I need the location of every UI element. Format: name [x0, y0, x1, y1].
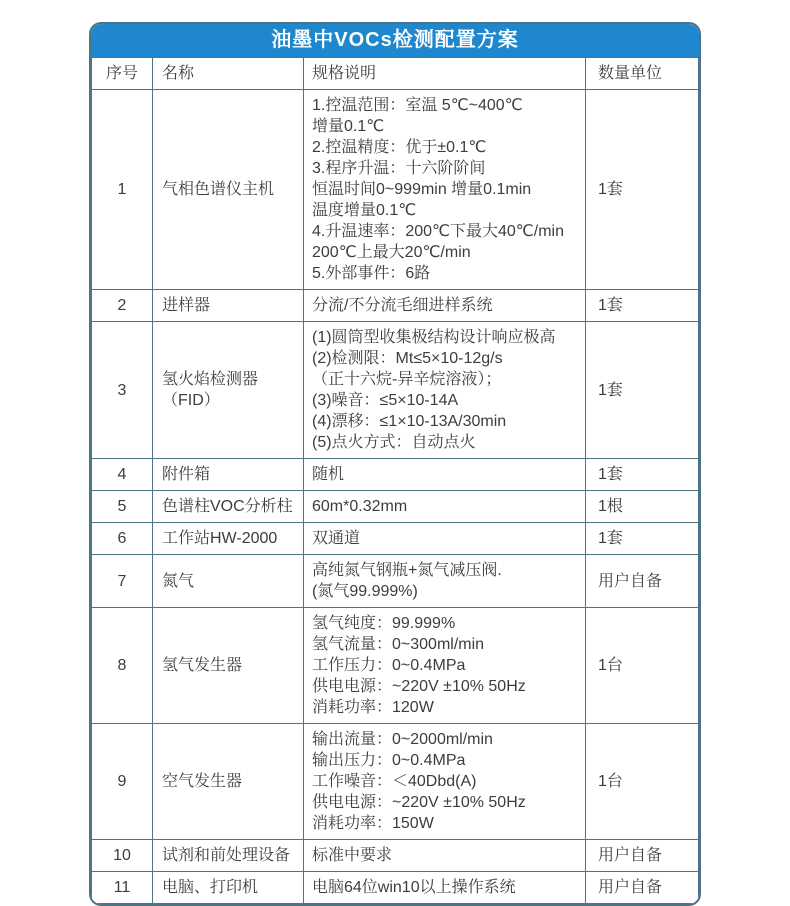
row-qty-cell: 1台 — [586, 724, 699, 840]
row-qty-cell: 用户自备 — [586, 872, 699, 904]
table-row — [92, 290, 699, 322]
row-number-cell: 1 — [92, 90, 153, 290]
row-qty-cell: 1套 — [586, 322, 699, 459]
row-number-cell: 10 — [92, 840, 153, 872]
row-spec-cell — [304, 872, 586, 904]
spec-line: 氢气流量：0~300ml/min — [312, 636, 485, 653]
spec-line: (2)检测限：Mt≤5×10-12g/s — [312, 350, 503, 367]
row-name-cell: 气相色谱仪主机 — [153, 90, 304, 290]
table-row — [92, 724, 699, 840]
spec-line: 工作压力：0~0.4MPa — [312, 657, 466, 674]
spec-line: 200℃上最大20℃/min — [312, 244, 471, 261]
spec-line: 随机 — [312, 466, 345, 483]
table-row — [92, 459, 699, 491]
row-number-cell: 8 — [92, 608, 153, 724]
spec-line: 供电电源：~220V ±10% 50Hz — [312, 678, 526, 695]
row-number-cell: 2 — [92, 290, 153, 322]
spec-table — [91, 57, 699, 904]
spec-line: 4.升温速率：200℃下最大40℃/min — [312, 223, 565, 240]
spec-line: 5.外部事件：6路 — [312, 265, 431, 282]
spec-line: 标准中要求 — [312, 847, 393, 864]
table-row — [92, 491, 699, 523]
row-spec-cell — [304, 724, 586, 840]
table-title: 油墨中VOCs检测配置方案 — [91, 24, 699, 57]
column-header-no: 序号 — [92, 58, 153, 90]
row-name-cell: 氮气 — [153, 555, 304, 608]
row-qty-cell: 1套 — [586, 90, 699, 290]
spec-line: (5)点火方式：自动点火 — [312, 434, 476, 451]
row-qty-cell: 1套 — [586, 459, 699, 491]
spec-line: 1.控温范围：室温 5℃~400℃ — [312, 97, 523, 114]
spec-table-body — [92, 90, 699, 904]
spec-line: (3)噪音：≤5×10-14A — [312, 392, 459, 409]
row-number-cell: 3 — [92, 322, 153, 459]
row-spec-cell — [304, 322, 586, 459]
spec-line: (4)漂移：≤1×10-13A/30min — [312, 413, 507, 430]
spec-line: (氮气99.999%) — [312, 583, 418, 600]
row-name-cell: 色谱柱VOC分析柱 — [153, 491, 304, 523]
spec-line: 分流/不分流毛细进样系统 — [312, 297, 493, 314]
table-row — [92, 555, 699, 608]
row-qty-cell: 1台 — [586, 608, 699, 724]
row-number-cell: 4 — [92, 459, 153, 491]
column-header-name: 名称 — [153, 58, 304, 90]
spec-line: 3.程序升温：十六阶阶间 — [312, 160, 486, 177]
spec-line: (1)圆筒型收集极结构设计响应极高 — [312, 329, 556, 346]
spec-line: 氢气纯度：99.999% — [312, 615, 456, 632]
row-spec-cell — [304, 840, 586, 872]
row-spec-cell — [304, 290, 586, 322]
table-row — [92, 322, 699, 459]
table-row — [92, 608, 699, 724]
spec-table-panel — [89, 22, 701, 906]
row-name-cell: 附件箱 — [153, 459, 304, 491]
row-number-cell: 11 — [92, 872, 153, 904]
table-row — [92, 523, 699, 555]
row-name-cell: 进样器 — [153, 290, 304, 322]
row-spec-cell — [304, 523, 586, 555]
spec-line: 输出压力：0~0.4MPa — [312, 752, 466, 769]
spec-line: 2.控温精度：优于±0.1℃ — [312, 139, 487, 156]
row-qty-cell: 用户自备 — [586, 555, 699, 608]
table-row — [92, 872, 699, 904]
row-qty-cell: 1根 — [586, 491, 699, 523]
spec-line: 60m*0.32mm — [312, 498, 408, 515]
spec-line: （正十六烷-异辛烷溶液）； — [312, 371, 502, 388]
spec-line: 高纯氮气钢瓶+氮气减压阀. — [312, 562, 502, 579]
table-row — [92, 90, 699, 290]
row-name-cell: 试剂和前处理设备 — [153, 840, 304, 872]
row-qty-cell: 1套 — [586, 523, 699, 555]
row-name-cell: 氢火焰检测器（FID） — [153, 322, 304, 459]
row-spec-cell — [304, 90, 586, 290]
spec-line: 增量0.1℃ — [312, 118, 385, 135]
row-qty-cell: 1套 — [586, 290, 699, 322]
spec-line: 工作噪音：＜40Dbd(A) — [312, 773, 477, 790]
spec-line: 恒温时间0~999min 增量0.1min — [312, 181, 532, 198]
table-row — [92, 840, 699, 872]
column-header-qty: 数量单位 — [586, 58, 699, 90]
spec-line: 消耗功率：150W — [312, 815, 434, 832]
row-qty-cell: 用户自备 — [586, 840, 699, 872]
spec-line: 电脑64位win10以上操作系统 — [312, 879, 516, 896]
spec-line: 双通道 — [312, 530, 361, 547]
row-name-cell: 工作站HW-2000 — [153, 523, 304, 555]
header-row — [92, 58, 699, 90]
spec-line: 输出流量：0~2000ml/min — [312, 731, 493, 748]
row-spec-cell — [304, 608, 586, 724]
row-number-cell: 9 — [92, 724, 153, 840]
row-name-cell: 氢气发生器 — [153, 608, 304, 724]
row-name-cell: 空气发生器 — [153, 724, 304, 840]
row-spec-cell — [304, 491, 586, 523]
row-spec-cell — [304, 459, 586, 491]
spec-line: 供电电源：~220V ±10% 50Hz — [312, 794, 526, 811]
row-spec-cell — [304, 555, 586, 608]
row-number-cell: 5 — [92, 491, 153, 523]
row-number-cell: 6 — [92, 523, 153, 555]
spec-line: 温度增量0.1℃ — [312, 202, 417, 219]
row-name-cell: 电脑、打印机 — [153, 872, 304, 904]
row-number-cell: 7 — [92, 555, 153, 608]
spec-line: 消耗功率：120W — [312, 699, 434, 716]
column-header-spec: 规格说明 — [304, 58, 586, 90]
